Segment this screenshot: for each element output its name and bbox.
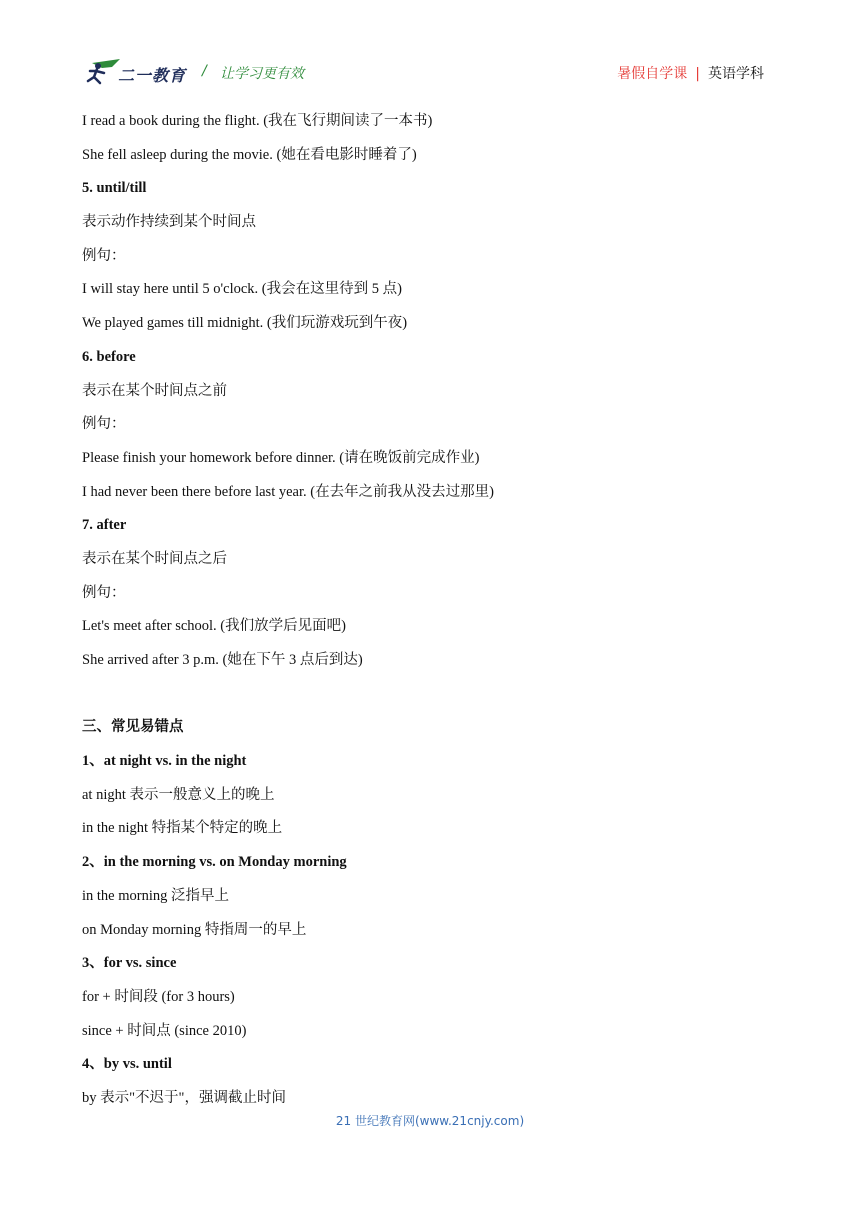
section-heading: 3、for vs. since	[82, 955, 177, 972]
slogan-slash: /	[202, 63, 207, 79]
document-body	[82, 110, 782, 1121]
section-heading: 6. before	[82, 348, 136, 365]
section-heading: 三、常见易错点	[82, 719, 184, 736]
logo	[82, 57, 192, 87]
blank-line	[82, 683, 782, 717]
text-line: I had never been there before last year. (在去年之前我从没去过那里)	[82, 483, 494, 500]
text-line: 表示在某个时间点之前	[82, 382, 227, 399]
course-label: 暑假自学课	[617, 66, 688, 82]
text-line: 表示动作持续到某个时间点	[82, 214, 256, 231]
running-figure-icon	[82, 57, 122, 87]
page-footer: 21 世纪教育网(www.21cnjy.com)	[335, 1114, 525, 1128]
text-line: She arrived after 3 p.m. (她在下午 3 点后到达)	[82, 652, 363, 668]
header-separator: |	[695, 66, 700, 82]
text-line: 例句：	[82, 416, 126, 433]
subject-label: 英语学科	[708, 66, 764, 82]
text-line: at night 表示一般意义上的晚上	[82, 786, 275, 803]
section-heading: 1、at night vs. in the night	[82, 753, 247, 770]
text-line: for + 时间段 (for 3 hours)	[82, 988, 235, 1005]
section-heading: 7. after	[82, 517, 127, 534]
text-line: by 表示"不迟于"，强调截止时间	[82, 1089, 286, 1106]
text-line: She fell asleep during the movie. (她在看电影时睡着了)	[82, 146, 417, 163]
text-line: 例句：	[82, 247, 126, 264]
section-heading: 5. until/till	[82, 180, 147, 197]
text-line: I will stay here until 5 o'clock. (我会在这里待到 5 点)	[82, 281, 402, 298]
text-line: 表示在某个时间点之后	[82, 550, 227, 567]
section-heading: 2、in the morning vs. on Monday morning	[82, 854, 347, 871]
text-line: I read a book during the flight. (我在飞行期间读了一本书)	[82, 113, 433, 129]
text-line: since + 时间点 (since 2010)	[82, 1022, 247, 1039]
text-line: in the morning 泛指早上	[82, 887, 230, 904]
page-header	[82, 55, 772, 89]
text-line: 例句：	[82, 584, 126, 601]
logo-text: 二一教育	[118, 66, 187, 85]
text-line: on Monday morning 特指周一的早上	[82, 921, 307, 938]
text-line: in the night 特指某个特定的晚上	[82, 820, 283, 837]
slogan: 让学习更有效	[220, 66, 304, 82]
text-line: Please finish your homework before dinner. (请在晚饭前完成作业)	[82, 449, 480, 466]
text-line: Let's meet after school. (我们放学后见面吧)	[82, 618, 346, 635]
text-line: We played games till midnight. (我们玩游戏玩到午夜)	[82, 315, 408, 332]
header-course-info	[617, 63, 764, 83]
section-heading: 4、by vs. until	[82, 1056, 172, 1073]
